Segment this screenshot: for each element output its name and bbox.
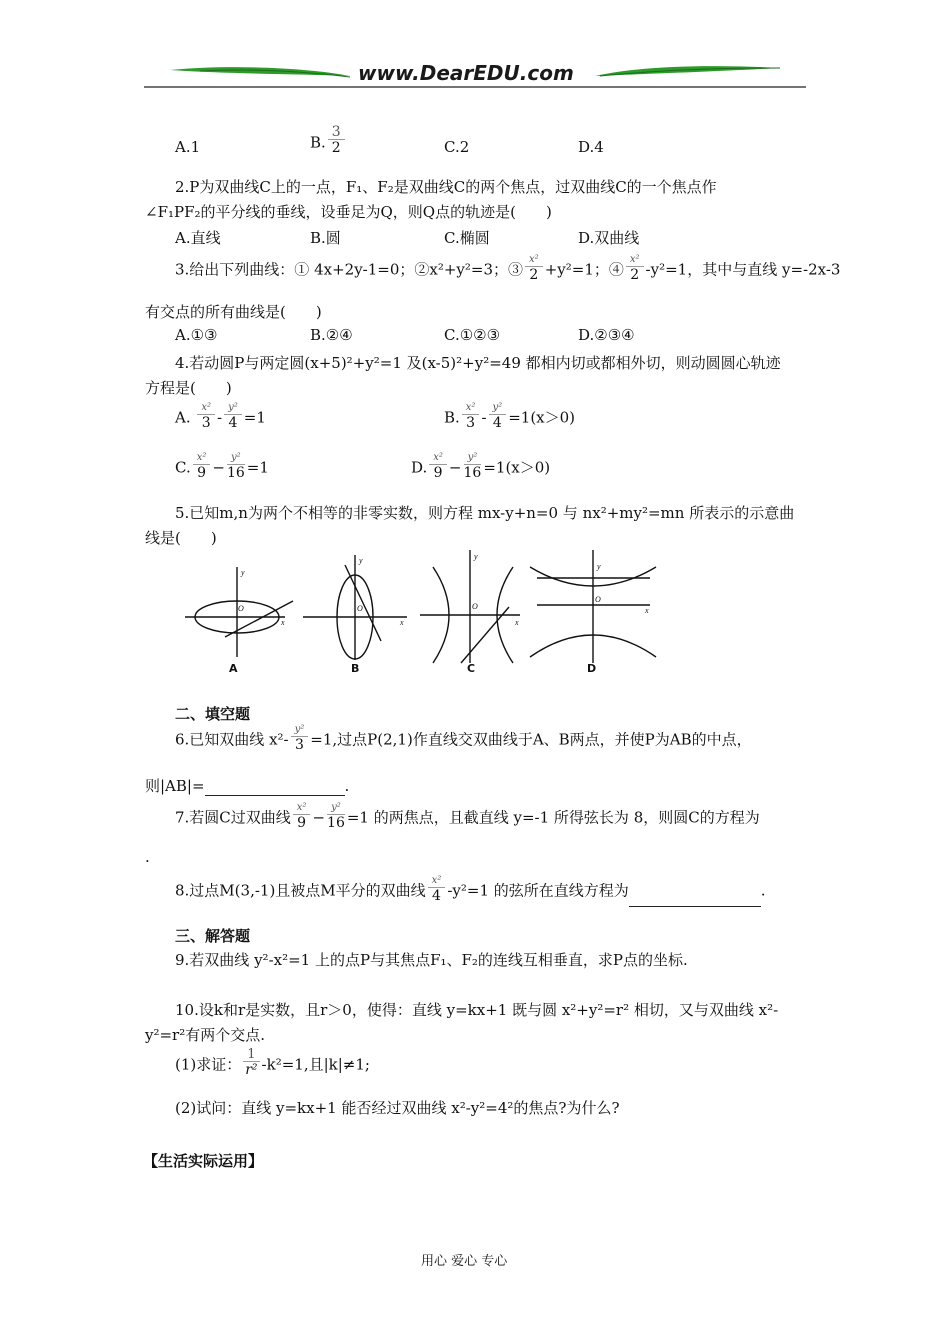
q4-a-den1: 3 <box>201 415 211 431</box>
q6-num: y² <box>294 724 305 735</box>
graph-label-c: C <box>467 662 476 675</box>
q4-line2: 方程是( ) <box>145 379 232 397</box>
q3-frac1-den: 2 <box>529 267 539 283</box>
q9: 9.若双曲线 y²-x²=1 上的点P与其焦点F₁、F₂的连线互相垂直，求P点的坐标. <box>175 951 688 969</box>
q8-answer-blank[interactable] <box>629 892 761 907</box>
q2-line1: 2.P为双曲线C上的一点，F₁、F₂是双曲线C的两个焦点，过双曲线C的一个焦点作 <box>175 178 717 196</box>
q7-num1: x² <box>296 802 307 813</box>
q5-line2: 线是( ) <box>145 529 217 547</box>
q10-sub1-num: 1 <box>247 1047 256 1062</box>
q5-graphs <box>175 545 665 680</box>
q7-den2: 16 <box>327 815 345 831</box>
q5-line1: 5.已知m,n为两个不相等的非零实数，则方程 mx-y+n=0 与 nx²+my²=mn 所表示的示意曲 <box>175 504 795 522</box>
q4-b-den2: 4 <box>492 415 502 431</box>
q4-line1: 4.若动圆P与两定圆(x+5)²+y²=1 及(x-5)²+y²=49 都相内切或都相外切，则动圆圆心轨迹 <box>175 354 781 372</box>
q6-answer-blank[interactable] <box>205 781 345 796</box>
q2-line2: ∠F₁PF₂的平分线的垂线，设垂足为Q，则Q点的轨迹是( ) <box>145 203 552 221</box>
graph-b-x-label: x <box>400 618 404 627</box>
q6-end: . <box>344 777 350 795</box>
q1-b-denominator: 2 <box>331 140 341 156</box>
graph-d <box>530 550 656 663</box>
q4-c-den1: 9 <box>197 465 206 481</box>
q3-frac2-num: x² <box>629 254 640 265</box>
section-real-life: 【生活实际运用】 <box>143 1152 264 1170</box>
q10-sub1-text: -k²=1,且|k|≠1; <box>261 1055 370 1074</box>
header-banner <box>140 58 810 90</box>
graph-c <box>420 550 520 663</box>
q7-line1: 7.若圆C过双曲线 $\frac{\text{x²}}{9}$ − $\frac{\text{y²}}{16}$ =1 的两焦点，且截直线 y=-1 所得弦长为 8，则圆C的方程为 <box>175 802 760 831</box>
q4-a-tail: =1 <box>243 408 266 427</box>
graph-a-origin: O <box>238 604 244 613</box>
graph-d-y-label: y <box>597 562 601 571</box>
q6-den: 3 <box>295 737 304 753</box>
site-logo[interactable]: www.DearEDU.com <box>358 61 574 85</box>
graph-label-b: B <box>351 662 360 675</box>
q1-option-d: D.4 <box>578 138 604 156</box>
q10-line1: 10.设k和r是实数，且r＞0，使得：直线 y=kx+1 既与圆 x²+y²=r² 相切，又与双曲线 x²- <box>175 1001 779 1019</box>
q1-option-c: C.2 <box>444 138 470 156</box>
q10-line2: y²=r²有两个交点. <box>145 1026 266 1044</box>
q10-sub1-label: (1)求证： <box>175 1055 242 1074</box>
section-solve: 三、解答题 <box>175 927 251 945</box>
q4-b-den1: 3 <box>466 415 476 431</box>
q4-b-num1: x² <box>465 402 476 413</box>
q3-frac1-num: x² <box>529 254 539 265</box>
section-fill-in: 二、填空题 <box>175 705 251 723</box>
q6-line2 <box>145 775 349 796</box>
graph-d-origin: O <box>595 595 601 604</box>
q3-text-1: 3.给出下列曲线：① 4x+2y-1=0；②x²+y²=3；③ <box>175 260 524 279</box>
graph-c-y-label: y <box>474 552 478 561</box>
q6-text-2: =1,过点P(2,1)作直线交双曲线于A、B两点，并使P为AB的中点， <box>310 730 752 749</box>
q3-line2: 有交点的所有曲线是( ) <box>145 303 322 321</box>
q7-line2: . <box>145 848 150 866</box>
q3-text-2: +y²=1；④ <box>544 260 624 279</box>
graph-c-origin: O <box>472 602 478 611</box>
page-footer: 用心 爱心 专心 <box>421 1254 508 1269</box>
q10-sub1-den: r² <box>245 1062 258 1078</box>
q4-b-label: B. <box>444 408 460 427</box>
q4-a-den2: 4 <box>228 415 238 431</box>
q2-option-d: D.双曲线 <box>578 229 640 247</box>
q6-text-1: 6.已知双曲线 x²- <box>175 730 289 749</box>
graph-b <box>303 555 407 660</box>
graph-a-x-label: x <box>281 618 285 627</box>
graph-b-origin: O <box>357 604 363 613</box>
q10-sub1 <box>175 1047 370 1081</box>
graph-label-a: A <box>229 662 238 675</box>
q4-a-num1: x² <box>201 402 212 413</box>
q3-option-c: C.①②③ <box>444 326 501 344</box>
q3-line1 <box>175 255 840 286</box>
q4-a-num2: y² <box>228 402 238 413</box>
q8-text-2: -y²=1 的弦所在直线方程为 <box>447 881 629 900</box>
graph-a-y-label: y <box>241 568 245 577</box>
q4-d-den2: 16 <box>463 465 482 481</box>
q4-d-label: D. <box>411 458 428 477</box>
q4-option-d: D. $\frac{\text{x²}}{9}$ − $\frac{\text{y²}}{16}$ =1(x＞0) <box>411 452 551 481</box>
q4-c-num1: x² <box>196 452 207 463</box>
q7-num2: y² <box>331 802 341 813</box>
q4-d-num1: x² <box>433 452 443 463</box>
graph-b-y-label: y <box>359 556 363 565</box>
q4-a-label: A. <box>175 408 191 427</box>
q1-option-b <box>310 124 347 159</box>
q10-sub2: (2)试问：直线 y=kx+1 能否经过双曲线 x²-y²=4²的焦点?为什么? <box>175 1099 620 1117</box>
q6-text-3: 则|AB|= <box>145 777 205 795</box>
q2-option-a: A.直线 <box>175 229 221 247</box>
q8-end: . <box>760 881 766 900</box>
q2-option-b: B.圆 <box>310 229 341 247</box>
q7-text-1: 7.若圆C过双曲线 <box>175 808 291 827</box>
q7-text-2: =1 的两焦点，且截直线 y=-1 所得弦长为 8，则圆C的方程为 <box>346 808 760 827</box>
q3-option-d: D.②③④ <box>578 326 635 344</box>
q8-text-1: 8.过点M(3,-1)且被点M平分的双曲线 <box>175 881 426 900</box>
q8-num: x² <box>431 875 442 886</box>
q1-option-a: A.1 <box>175 138 201 156</box>
q8-den: 4 <box>432 888 441 904</box>
q3-text-3: -y²=1，其中与直线 y=-2x-3 <box>645 260 841 279</box>
q4-c-tail: =1 <box>246 458 269 477</box>
q4-d-den1: 9 <box>433 465 443 481</box>
graph-c-x-label: x <box>515 618 519 627</box>
q8-line1 <box>175 876 766 907</box>
graph-d-x-label: x <box>645 606 649 615</box>
q4-c-den2: 16 <box>226 465 245 481</box>
q6-line1 <box>175 725 752 756</box>
q4-d-num2: y² <box>467 452 478 463</box>
q1-option-b-label: B. <box>310 133 326 152</box>
q4-c-num2: y² <box>231 452 241 463</box>
graph-label-d: D <box>587 662 597 675</box>
q4-b-num2: y² <box>492 402 503 413</box>
q3-option-b: B.②④ <box>310 326 353 344</box>
q4-b-tail: =1(x＞0) <box>508 408 576 427</box>
q4-option-c: C. $\frac{\text{x²}}{9}$ − $\frac{\text{y²}}{16}$ =1 <box>175 452 269 481</box>
q2-option-c: C.椭圆 <box>444 229 490 247</box>
q4-d-tail: =1(x＞0) <box>483 458 551 477</box>
q4-option-a: A. $\frac{\text{x²}}{3}$ - $\frac{\text{y²}}{4}$ =1 <box>175 402 266 431</box>
q1-b-numerator: 3 <box>331 124 341 140</box>
q4-c-label: C. <box>175 458 191 477</box>
q3-option-a: A.①③ <box>175 326 218 344</box>
q7-den1: 9 <box>297 815 307 831</box>
q4-option-b: B. $\frac{\text{x²}}{3}$ - $\frac{\text{y²}}{4}$ =1(x＞0) <box>444 402 576 431</box>
q3-frac2-den: 2 <box>630 267 640 283</box>
